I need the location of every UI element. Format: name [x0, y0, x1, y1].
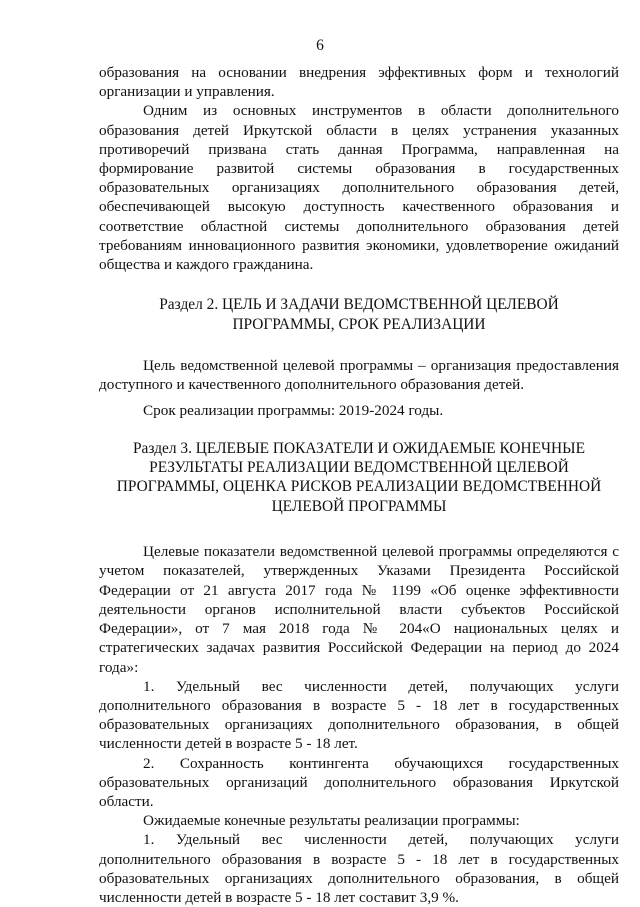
- section-3-heading: [99, 439, 619, 517]
- text-line: образовательных организациях дополнительного образования детей,: [99, 179, 619, 197]
- text-line: соответствие областной системы дополнительного образования детей: [99, 217, 619, 235]
- heading-line: Раздел 2. ЦЕЛЬ И ЗАДАЧИ ВЕДОМСТВЕННОЙ ЦЕЛЕВОЙ: [159, 296, 559, 314]
- heading-line: РЕЗУЛЬТАТЫ РЕАЛИЗАЦИИ ВЕДОМСТВЕННОЙ ЦЕЛЕВОЙ: [149, 459, 569, 477]
- text-line: Федерации», от 7 мая 2018 года № 204«О национальных целях и: [99, 620, 619, 638]
- heading-line: ПРОГРАММЫ, СРОК РЕАЛИЗАЦИИ: [232, 315, 486, 333]
- text-line: Ожидаемые конечные результаты реализации программы:: [143, 812, 520, 830]
- paragraph-instruments: [99, 101, 619, 274]
- paragraph-term: [99, 401, 619, 420]
- paragraph-continuation: [99, 63, 619, 101]
- heading-line: ПРОГРАММЫ, ОЦЕНКА РИСКОВ РЕАЛИЗАЦИИ ВЕДОМСТВЕННОЙ: [116, 478, 602, 496]
- page-number: 6: [316, 37, 324, 54]
- text-line: Целевые показатели ведомственной целевой программы определяются с: [143, 543, 619, 561]
- text-line: образовательных организациях дополнительного образования, в общей: [99, 869, 619, 887]
- text-line: 1. Удельный вес численности детей, получающих услуги: [143, 677, 619, 695]
- text-line: года»:: [99, 658, 139, 676]
- text-line: требованиям инновационного развития экономики, удовлетворение ожиданий: [99, 236, 619, 254]
- text-line: Срок реализации программы: 2019-2024 годы.: [143, 402, 444, 420]
- text-line: стратегических задачах развития Российской Федерации на период до 2024: [99, 639, 619, 657]
- text-line: Одним из основных инструментов в области дополнительного: [143, 102, 619, 120]
- section-2-heading: [99, 295, 619, 334]
- text-line: дополнительного образования в возрасте 5 - 18 лет в государственных: [99, 696, 619, 714]
- text-line: доступного и качественного дополнительного образования детей.: [99, 376, 525, 394]
- indicator-2: [99, 754, 619, 812]
- text-line: обеспечивающей высокую доступность качественного образования и: [99, 198, 619, 216]
- heading-line: ЦЕЛЕВОЙ ПРОГРАММЫ: [271, 497, 447, 515]
- text-line: общества и каждого гражданина.: [99, 256, 314, 274]
- text-line: образовательных организациях дополнительного образования, в общей: [99, 716, 619, 734]
- text-line: численности детей в возрасте 5 - 18 лет составит 3,9 %.: [99, 888, 459, 906]
- text-line: Федерации от 21 августа 2017 года № 1199 «Об оценке эффективности: [99, 581, 619, 599]
- result-1: [99, 830, 619, 907]
- text-line: образования на основании внедрения эффективных форм и технологий: [99, 64, 619, 81]
- text-line: образования детей Иркутской области в целях устранения указанных: [99, 121, 619, 139]
- text-line: дополнительного образования в возрасте 5 - 18 лет в государственных: [99, 850, 619, 868]
- heading-line: Раздел 3. ЦЕЛЕВЫЕ ПОКАЗАТЕЛИ И ОЖИДАЕМЫЕ КОНЕЧНЫЕ: [133, 439, 585, 457]
- text-line: 1. Удельный вес численности детей, получающих услуги: [143, 831, 619, 849]
- text-line: области.: [99, 792, 154, 810]
- indicator-1: [99, 677, 619, 754]
- text-line: учетом показателей, утвержденных Указами Президента Российской: [99, 562, 619, 580]
- text-line: Цель ведомственной целевой программы – организация предоставления: [143, 357, 619, 375]
- text-line: организации и управления.: [99, 83, 275, 101]
- text-line: 2. Сохранность контингента обучающихся государственных: [143, 754, 619, 772]
- document-body: [99, 63, 619, 907]
- results-intro: [99, 811, 619, 830]
- paragraph-indicators: [99, 542, 619, 676]
- paragraph-goal: [99, 356, 619, 394]
- text-line: деятельности органов исполнительной власти субъектов Российской: [99, 600, 619, 618]
- text-line: численности детей в возрасте 5 - 18 лет.: [99, 735, 358, 753]
- text-line: формирование развитой системы образования в государственных: [99, 160, 619, 178]
- text-line: противоречий призвана стать данная Программа, направленная на: [99, 140, 619, 158]
- text-line: образовательных организаций дополнительного образования Иркутской: [99, 773, 619, 791]
